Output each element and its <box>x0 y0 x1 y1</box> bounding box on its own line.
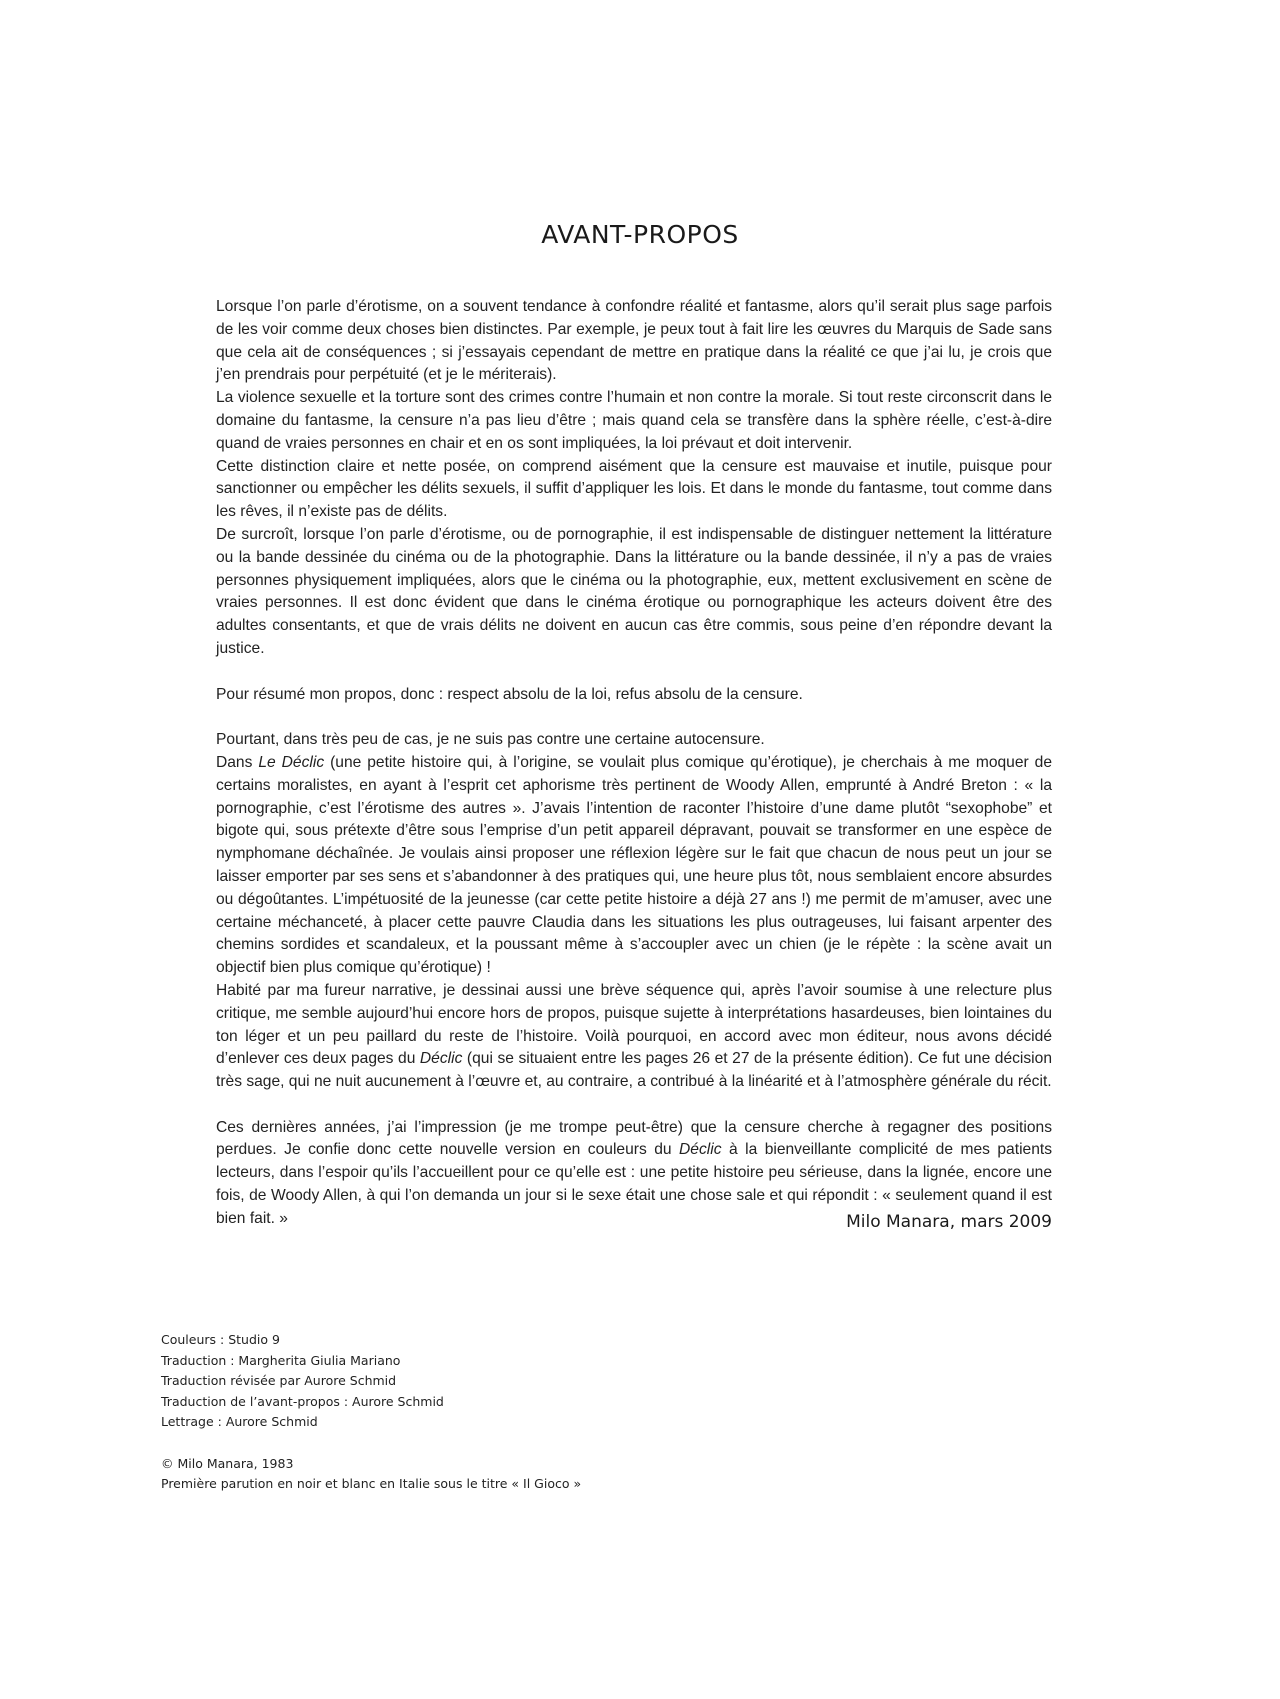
credit-translation: Traduction : Margherita Giulia Mariano <box>161 1352 401 1368</box>
credit-lettering: Lettrage : Aurore Schmid <box>161 1414 318 1430</box>
credits-block <box>161 1330 861 1495</box>
paragraph-text: (une petite histoire qui, à l’origine, se voulait plus comique qu’érotique), je cherchais à me moquer de certains moralistes, en ayant à l’esprit cet aphorisme très pertinent de Woody Allen, emprunté à André Breton : « la pornographie, c’est l’érotisme des autres ». J’avais l’intention de raconter l’histoire d’une dame plutôt “sexophobe” et bigote qui, sous prétexte d’être sous l’emprise d’un petit appareil dépravant, pouvait se transformer en une espèce de nymphomane déchaînée. Je voulais ainsi proposer une réflexion légère sur le fait que chacun de nous peut un jour se laisser emporter par ses sens et s’abandonner à des pratiques qui, une heure plus tôt, nous semblaient encore absurdes ou dégoûtantes. L’impétuosité de la jeunesse (car cette petite histoire a déjà 27 ans !) me permit de m’amuser, avec une certaine méchanceté, à placer cette pauvre Claudia dans les situations les plus outrageuses, lui faisant arpenter des chemins sordides et scandaleux, et la poussant même à s’accoupler avec un chien (je le répète : la scène avait un objectif bien plus comique qu’érotique) ! <box>216 753 1052 977</box>
book-title-italic: Le Déclic <box>258 753 325 771</box>
foreword-paragraph: De surcroît, lorsque l’on parle d’érotisme, ou de pornographie, il est indispensable de distinguer nettement la littérature ou la bande dessinée du cinéma ou de la photographie. Dans la littérature ou la bande dessinée, il n’y a pas de vraies personnes physiquement impliquées, alors que le cinéma ou la photographie, eux, mettent exclusivement en scène de vraies personnes. Il est donc évident que dans le cinéma érotique ou pornographique les acteurs doivent être des adultes consentants, et que de vrais délits ne doivent en aucun cas être commis, sous peine d’en répondre devant la justice. <box>216 525 1052 657</box>
book-title-italic: Déclic <box>419 1050 463 1068</box>
credit-revised-translation: Traduction révisée par Aurore Schmid <box>161 1373 397 1389</box>
foreword-paragraph: Pourtant, dans très peu de cas, je ne suis pas contre une certaine autocensure. <box>216 731 765 749</box>
credit-foreword-translation: Traduction de l’avant-propos : Aurore Schmid <box>161 1393 444 1409</box>
foreword-paragraph: Cette distinction claire et nette posée, on comprend aisément que la censure est mauvaise et inutile, puisque pour sanctionner ou empêcher les délits sexuels, il suffit d’appliquer les lois. Et dans le monde du fantasme, tout comme dans les rêves, il n’existe pas de délits. <box>216 457 1052 521</box>
book-title-italic: Déclic <box>679 1141 722 1159</box>
paragraph-text: Ces dernières années, j’ai l’impression (je me trompe peut-être) que la censure cherche à regagner des positions perdues. Je confie donc cette nouvelle version en couleurs du <box>216 1118 1052 1159</box>
paragraph-text: à la bienveillante complicité de mes patients lecteurs, dans l’espoir qu’ils l’accueillent pour ce qu’elle est : une petite histoire peu sérieuse, dans la lignée, encore une fois, de Woody Allen, à qui l’on demanda un jour si le sexe était une chose sale et qui répondit : « seulement quand il est bien fait. » <box>216 1141 1053 1227</box>
page-title: AVANT-PROPOS <box>541 220 739 249</box>
foreword-paragraph <box>216 752 1052 980</box>
foreword-body <box>216 296 1052 1231</box>
paragraph-text: Dans <box>216 753 259 771</box>
paragraph-text: (qui se situaient entre les pages 26 et 27 de la présente édition). Ce fut une décision très sage, qui ne nuit aucunement à l’œuvre et, au contraire, a contribué à la linéarité et à l’atmosphère générale du récit. <box>216 1050 1052 1091</box>
foreword-paragraph <box>216 980 1052 1094</box>
foreword-paragraph: Pour résumé mon propos, donc : respect absolu de la loi, refus absolu de la censure. <box>216 685 803 703</box>
paragraph-text: Habité par ma fureur narrative, je dessinai aussi une brève séquence qui, après l’avoir soumise à une relecture plus critique, me semble aujourd’hui encore hors de propos, puisque sujette à interprétations hasardeuses, bien lointaines du ton léger et un peu paillard du reste de l’histoire. Voilà pourquoi, en accord avec mon éditeur, nous avons décidé d’enlever ces deux pages du <box>216 981 1052 1068</box>
credits-spacer <box>161 1433 861 1454</box>
foreword-paragraph: Lorsque l’on parle d’érotisme, on a souvent tendance à confondre réalité et fantasme, alors qu’il serait plus sage parfois de les voir comme deux choses bien distinctes. Par exemple, je peux tout à fait lire les œuvres du Marquis de Sade sans que cela ait de conséquences ; si j’essayais cependant de mettre en pratique dans la réalité ce que j’ai lu, je crois que j’en prendrais pour perpétuité (et je le mériterais). <box>216 298 1052 384</box>
author-signature: Milo Manara, mars 2009 <box>846 1212 1052 1232</box>
credit-colors: Couleurs : Studio 9 <box>161 1332 280 1347</box>
first-edition-notice: Première parution en noir et blanc en Italie sous le titre « Il Gioco » <box>161 1476 582 1492</box>
copyright-notice: © Milo Manara, 1983 <box>161 1455 294 1471</box>
foreword-paragraph: La violence sexuelle et la torture sont des crimes contre l’humain et non contre la morale. Si tout reste circonscrit dans le domaine du fantasme, la censure n’a pas lieu d’être ; mais quand cela se transfère dans la sphère réelle, c’est-à-dire quand de vraies personnes en chair et en os sont impliquées, la loi prévaut et doit intervenir. <box>216 389 1052 452</box>
